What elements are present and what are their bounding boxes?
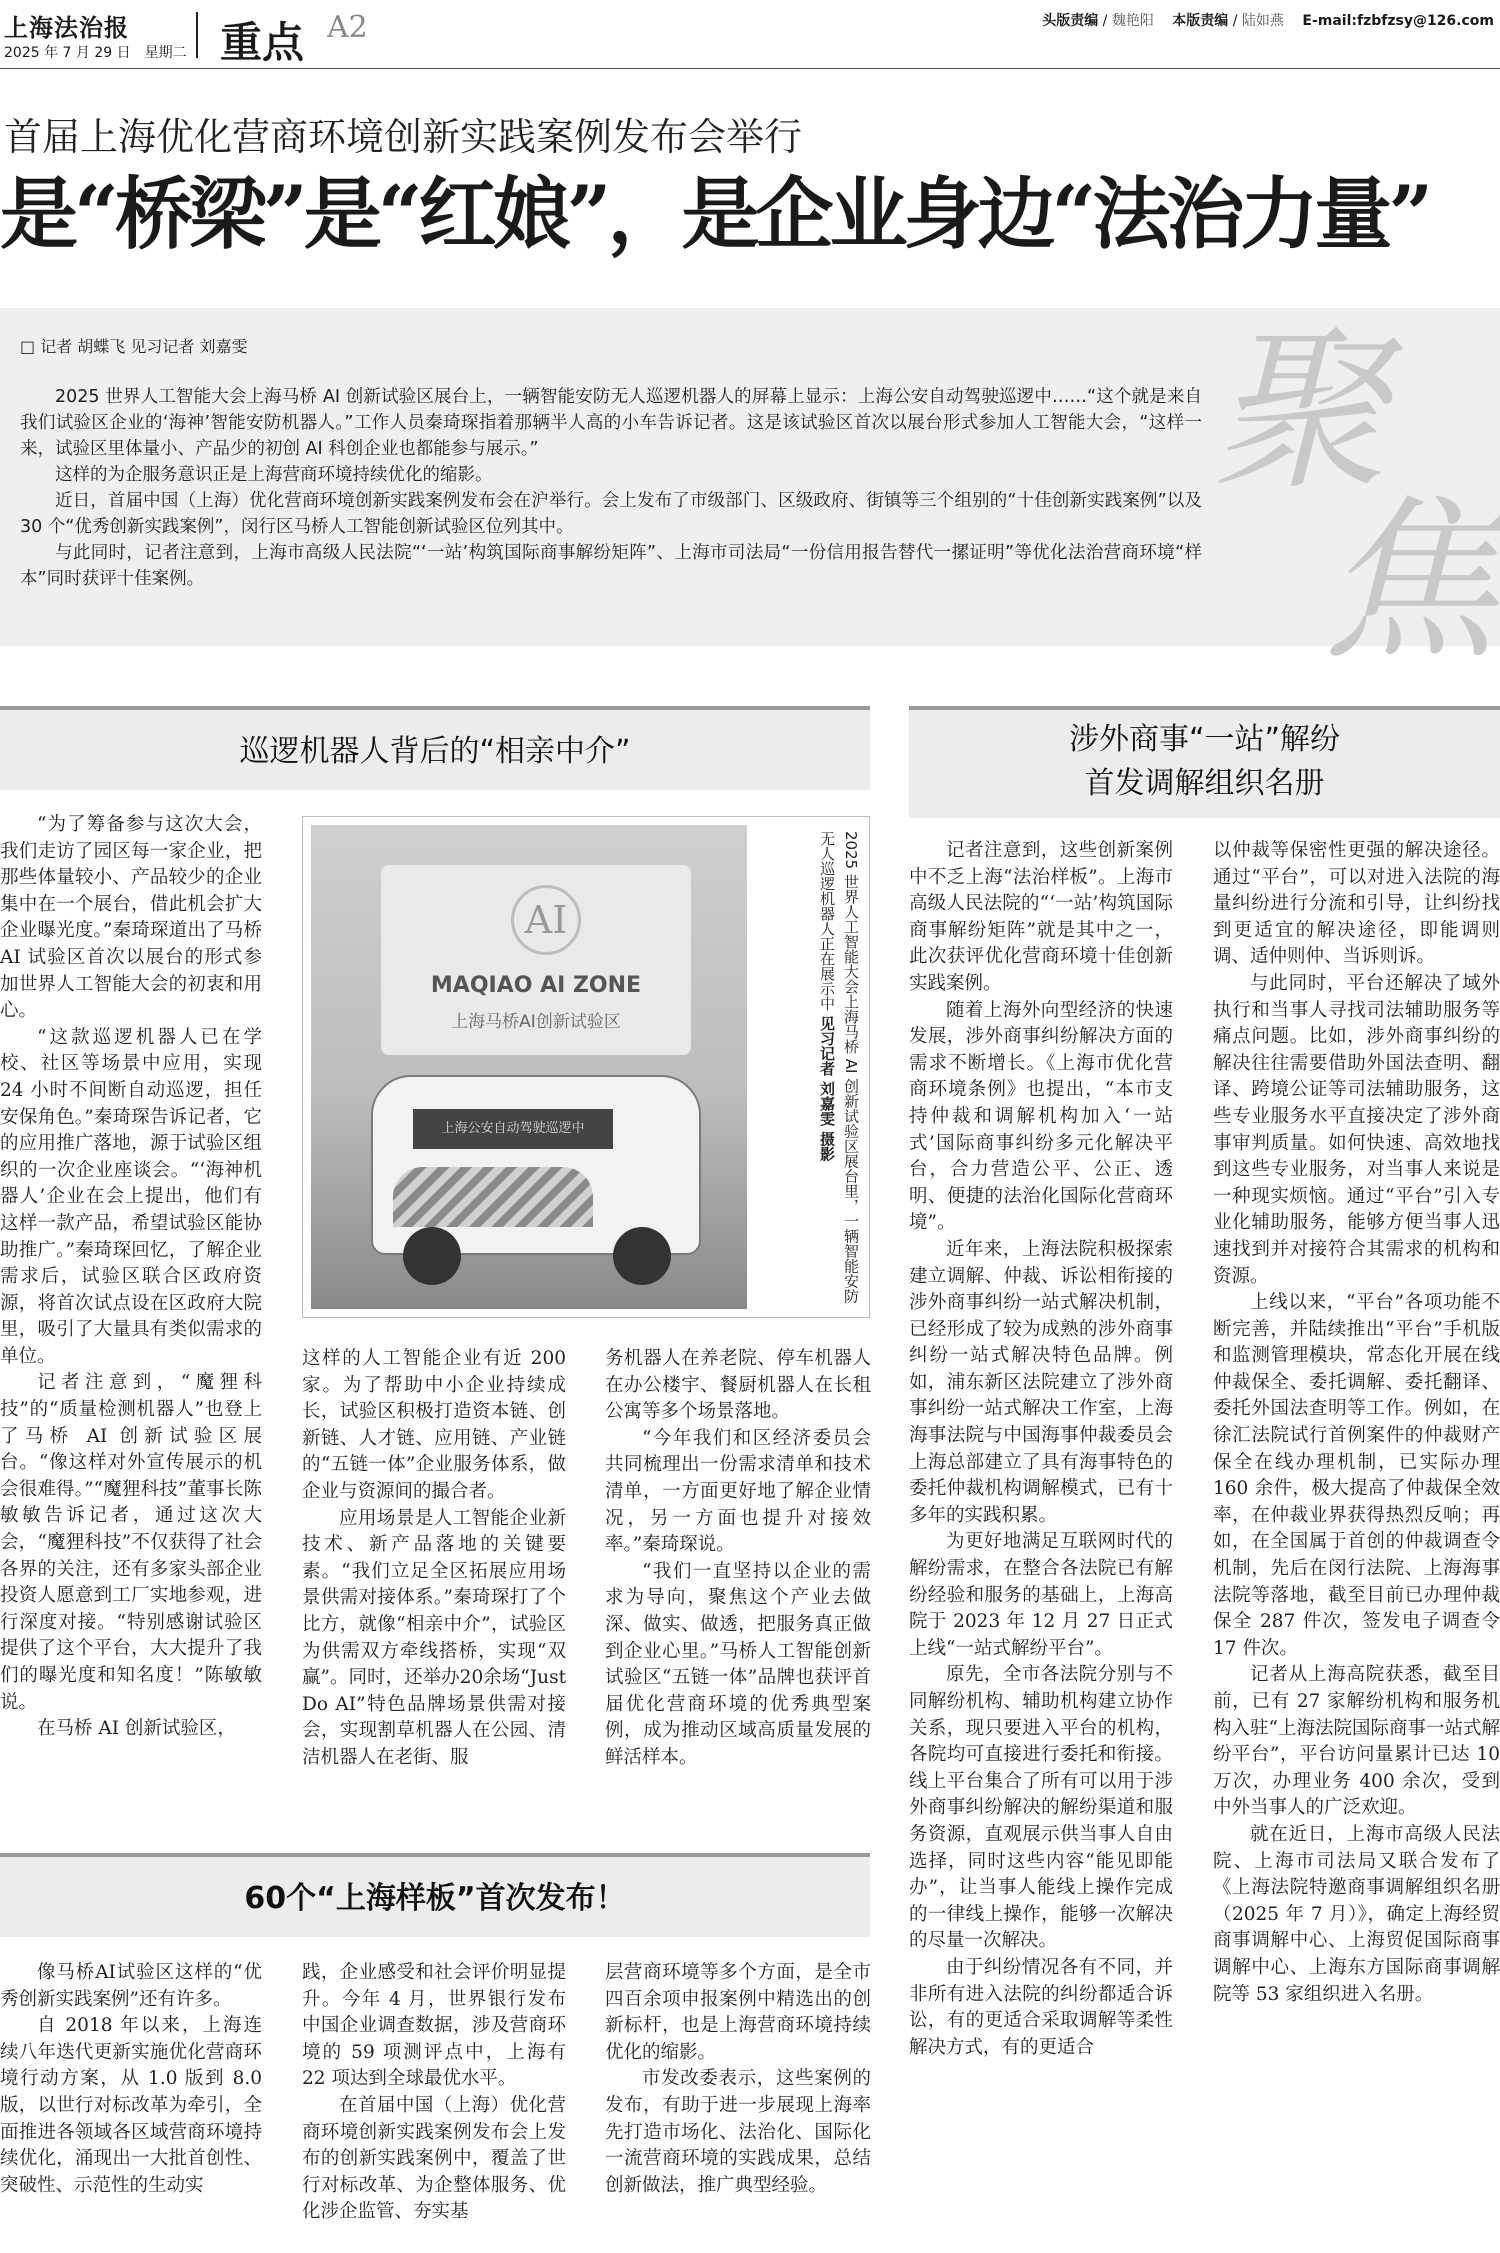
chief-editor-name: 魏艳阳 — [1111, 13, 1154, 29]
photo-caption — [759, 831, 863, 1311]
caption-text: 2025 世界人工智能大会上海马桥 AI 创新试验区展台里，一辆智能安防无人巡逻机器人正在展示中 — [818, 831, 860, 1304]
article-column-6 — [0, 1960, 262, 2253]
header-rule — [0, 68, 1500, 69]
body-paragraph: 市发改委表示，这些案例的发布，有助于进一步展现上海率先打造市场化、法治化、国际化一流营商环境的实践成果，总结创新做法，推广典型经验。 — [605, 2068, 871, 2196]
body-paragraph: 以仲裁等保密性更强的解决途径。通过“平台”，可以对进入法院的海量纠纷进行分流和引导，让纠纷找到更适宜的解决途径，即能调则调、适仲则仲、当诉则诉。 — [1213, 840, 1500, 968]
main-headline: 是“桥梁”是“红娘”，是企业身边“法治力量” — [0, 169, 1430, 260]
article-column-3 — [605, 1346, 871, 1824]
body-paragraph: 像马桥AI试验区这样的“优秀创新实践案例”还有许多。 — [0, 1962, 262, 2010]
page-editor-label: 本版责编 — [1172, 13, 1229, 29]
masthead — [0, 0, 1500, 75]
article-column-4 — [909, 838, 1173, 2253]
divider — [196, 12, 198, 58]
page-number: A2 — [327, 10, 368, 45]
body-paragraph: “我们一直坚持以企业的需求为导向，聚焦这个产业去做深、做实、做透，把服务真正做到企业心里。”马桥人工智能创新试验区“五链一体”品牌也获评首届优化营商环境的优秀典型案例，成为推动区域高质量发展的鲜活样本。 — [605, 1560, 871, 1768]
focus-calligraphy — [1212, 311, 1497, 684]
ai-logo-icon: AI — [511, 885, 581, 955]
sign-english: MAQIAO AI ZONE — [430, 973, 642, 998]
section-name: 重点 — [220, 18, 305, 67]
section-heading-text: 60个“上海样板”首次发布！ — [244, 1881, 626, 1916]
body-paragraph: 就在近日，上海市高级人民法院、上海市司法局又联合发布了《上海法院特邀商事调解组织名册（2025 年 7 月）》，确定上海经贸商事调解中心、上海贸促国际商事调解中心、上海东方国际商事调解院等 53 家组织进入名册。 — [1213, 1823, 1500, 2005]
body-paragraph: “为了筹备参与这次大会，我们走访了园区每一家企业，把那些体量较小、产品较少的企业集中在一个展台，借此机会扩大企业曝光度。”秦琦琛道出了马桥 AI 试验区首次以展台的形式参加世界人工智能大会的初衷和用心。 — [0, 814, 262, 1022]
article-column-1 — [0, 812, 262, 1824]
sign-chinese: 上海马桥AI创新试验区 — [451, 1012, 621, 1032]
body-paragraph: “今年我们和区经济委员会共同梳理出一份需求清单和技术清单，一方面更好地了解企业情况，另一方面也提升对接效率。”秦琦琛说。 — [605, 1427, 871, 1556]
section-heading-samples — [0, 1853, 870, 1937]
body-paragraph: 随着上海外向型经济的快速发展，涉外商事纠纷解决方面的需求不断增长。《上海市优化营商环境条例》也提出，“本市支持仲裁和调解机构加入‘一站式’国际商事纠纷多元化解决平台，合力营造公平、公正、透明、便捷的法治化国际化营商环境”。 — [909, 999, 1173, 1234]
section-heading-text: 巡逻机器人背后的“相亲中介” — [239, 734, 631, 769]
body-paragraph: 记者注意到，这些创新案例中不乏上海“法治样板”。上海市高级人民法院的“‘一站’构筑国际商事解纷矩阵”就是其中之一，此次获评优化营商环境十佳创新实践案例。 — [909, 840, 1173, 994]
body-paragraph: 在首届中国（上海）优化营商环境创新实践案例发布会上发布的创新实践案例中，覆盖了世行对标改革、为企整体服务、优化涉企监管、夯实基 — [302, 2094, 566, 2223]
exhibit-sign — [381, 865, 691, 1055]
byline: □ 记者 胡蝶飞 见习记者 刘嘉雯 — [20, 337, 248, 356]
section-heading-line: 首发调解组织名册 — [1084, 766, 1325, 801]
lead-paragraph: 2025 世界人工智能大会上海马桥 AI 创新试验区展台上，一辆智能安防无人巡逻机器人的屏幕上显示：上海公安自动驾驶巡逻中……“这个就是来自我们试验区企业的‘海神’智能安防机器人。”工作人员秦琦琛指着那辆半人高的小车告诉记者。这是该试验区首次以展台形式参加人工智能大会，“这样一来，试验区里体量小、产品少的初创 AI 科创企业也都能参与展示。” — [20, 387, 1202, 459]
wheel-icon — [403, 1227, 461, 1285]
focus-char: 焦 — [1322, 481, 1497, 684]
body-paragraph: 原先，全市各法院分别与不同解纷机构、辅助机构建立协作关系，现只要进入平台的机构，各院均可直接进行委托和衔接。线上平台集合了所有可以用于涉外商事纠纷解决的解纷渠道和服务资源，直观展示供当事人自由选择，同时这些内容“能见即能办”，让当事人能线上操作完成的一律线上操作，能够一次解决的尽量一次解决。 — [909, 1664, 1173, 1952]
body-paragraph: 自 2018 年以来，上海连续八年迭代更新实施优化营商环境行动方案，从 1.0 版到 8.0 版，以世行对标改革为牵引，全面推进各领域各区域营商环境持续优化，涌现出一大批首创性、突破性、示范性的生动实 — [0, 2015, 262, 2196]
lead-box — [0, 308, 1500, 684]
robot-screen: 上海公安自动驾驶巡逻中 — [413, 1109, 613, 1149]
page-editor-name: 陆如燕 — [1241, 13, 1284, 29]
body-paragraph: 上线以来，“平台”各项功能不断完善，并陆续推出“平台”手机版和监测管理模块，常态化开展在线仲裁保全、委托调解、委托翻译、委托外国法查明等工作。例如，在徐汇法院试行首例案件的仲裁财产保全在线办理机制，已实际办理 160 余件，极大提高了仲裁保全效率，在仲裁业界获得热烈反响；再如，在全国属于首创的仲裁调查令机制，先后在闵行法院、上海海事法院等落地，截至目前已办理仲裁保全 287 件次，签发电子调查令 17 件次。 — [1213, 1292, 1500, 1659]
body-paragraph: 这样的人工智能企业有近 200 家。为了帮助中小企业持续成长，试验区积极打造资本链、创新链、人才链、应用链、产业链的“五链一体”企业服务体系，做企业与资源间的撮合者。 — [302, 1348, 566, 1502]
section-heading-dispute — [909, 706, 1500, 818]
body-paragraph: “这款巡逻机器人已在学校、社区等场景中应用，实现 24 小时不间断自动巡逻，担任安保角色。”秦琦琛告诉记者，它的应用推广落地，源于试验区组织的一次企业座谈会。“‘海神机器人’企业在会上提出，他们有这样一款产品，希望试验区能协助推广。”秦琦琛回忆，了解企业需求后，试验区联合区政府资源，将首次试点设在区政府大院里，吸引了大量具有类似需求的单位。 — [0, 1026, 262, 1367]
robot-photo[interactable] — [311, 825, 747, 1309]
lead-paragraph: 近日，首届中国（上海）优化营商环境创新实践案例发布会在沪举行。会上发布了市级部门、区级政府、街镇等三个组别的“十佳创新实践案例”以及 30 个“优秀创新实践案例”，闵行区马桥人工智能创新试验区位列其中。 — [20, 491, 1202, 537]
body-paragraph: 由于纠纷情况各有不同，并非所有进入法院的纠纷都适合诉讼，有的更适合采取调解等柔性解决方式，有的更适合 — [909, 1956, 1173, 2058]
body-paragraph: 务机器人在养老院、停车机器人在办公楼宇、餐厨机器人在长租公寓等多个场景落地。 — [605, 1348, 871, 1423]
body-paragraph: 记者注意到，“魔狸科技”的“质量检测机器人”也登上了马桥 AI 创新试验区展台。“像这样对外宣传展示的机会很难得。”“魔狸科技”董事长陈敏敏告诉记者，通过这次大会，“魔狸科技”不仅获得了社会各界的关注，还有多家头部企业投资人愿意到工厂实地参观，进行深度对接。“特别感谢试验区提供了这个平台，大大提升了我们的曝光度和知名度！”陈敏敏说。 — [0, 1372, 262, 1713]
body-paragraph: 在马桥 AI 创新试验区， — [37, 1718, 236, 1740]
article-column-7 — [302, 1960, 566, 2253]
body-paragraph: 践，企业感受和社会评价明显提升。今年 4 月，世界银行发布中国企业调查数据，涉及营商环境的 59 项测评点中，上海有 22 项达到全球最优水平。 — [302, 1962, 566, 2090]
section-heading-robot — [0, 706, 870, 790]
body-paragraph: 层营商环境等多个方面，是全市四百余项申报案例中精选出的创新标杆，也是上海营商环境持续优化的缩影。 — [605, 1962, 871, 2063]
photo-credit: 见习记者 刘嘉雯 摄影 — [818, 1015, 836, 1162]
article-column-2 — [302, 1346, 566, 1824]
body-paragraph: 与此同时，平台还解决了域外执行和当事人寻找司法辅助服务等痛点问题。比如，涉外商事纠纷的解决往往需要借助外国法查明、翻译、跨境公证等司法辅助服务，这些专业服务水平直接决定了涉外商事审判质量。如何快速、高效地找到这些专业服务，对当事人来说是一种现实烦恼。通过“平台”引入专业化辅助服务，能够方便当事人迅速找到并对接符合其需求的机构和资源。 — [1213, 972, 1500, 1287]
article-column-5 — [1213, 838, 1500, 2253]
focus-char: 聚 — [1212, 311, 1387, 514]
issue-date: 2025 年 7 月 29 日 星期二 — [4, 45, 187, 61]
wheel-icon — [613, 1227, 671, 1285]
lead-paragraph: 与此同时，记者注意到，上海市高级人民法院“‘一站’构筑国际商事解纷矩阵”、上海市司法局“一份信用报告替代一摞证明”等优化法治营商环境“样本”同时获评十佳案例。 — [20, 543, 1202, 589]
chief-editor-label: 头版责编 — [1042, 13, 1099, 29]
wave-decal — [393, 1167, 593, 1227]
lead-text — [20, 384, 1202, 592]
patrol-robot — [371, 1075, 701, 1255]
article-column-8 — [605, 1960, 871, 2253]
newspaper-logo[interactable]: 上海法治报 — [4, 13, 129, 42]
section-heading-line: 涉外商事“一站”解纷 — [1068, 722, 1341, 757]
body-paragraph: 记者从上海高院获悉，截至目前，已有 27 家解纷机构和服务机构入驻“上海法院国际商事一站式解纷平台”，平台访问量累计已达 10 万次，办理业务 400 余次，受到中外当事人的广泛欢迎。 — [1213, 1664, 1500, 1819]
body-paragraph: 应用场景是人工智能企业新技术、新产品落地的关键要素。“我们立足全区拓展应用场景供需对接体系。”秦琦琛打了个比方，就像“相亲中介”，试验区为供需双方牵线搭桥，实现“双赢”。同时，还举办20余场“Just Do AI”特色品牌场景供需对接会，实现割草机器人在公园、清洁机器人在老街、服 — [302, 1507, 566, 1768]
body-paragraph: 为更好地满足互联网时代的解纷需求，在整合各法院已有解纷经验和服务的基础上，上海高院于 2023 年 12 月 27 日正式上线“一站式解纷平台”。 — [909, 1531, 1173, 1659]
editor-credits: 头版责编 / 魏艳阳 本版责编 / 陆如燕 E-mail:fzbfzsy@126.com — [1042, 13, 1494, 29]
lead-paragraph: 这样的为企服务意识正是上海营商环境持续优化的缩影。 — [55, 465, 493, 485]
body-paragraph: 近年来，上海法院积极探索建立调解、仲裁、诉讼相衔接的涉外商事纠纷一站式解决机制，已经形成了较为成熟的涉外商事纠纷一站式解决特色品牌。例如，浦东新区法院建立了涉外商事纠纷一站式解决工作室，上海海事法院与中国海事仲裁委员会上海总部建立了具有海事特色的委托仲裁机构调解模式，已有十多年的实践积累。 — [909, 1238, 1173, 1526]
photo-block — [302, 816, 870, 1318]
headline-kicker: 首届上海优化营商环境创新实践案例发布会举行 — [4, 115, 803, 159]
editor-email[interactable]: E-mail:fzbfzsy@126.com — [1302, 13, 1494, 29]
